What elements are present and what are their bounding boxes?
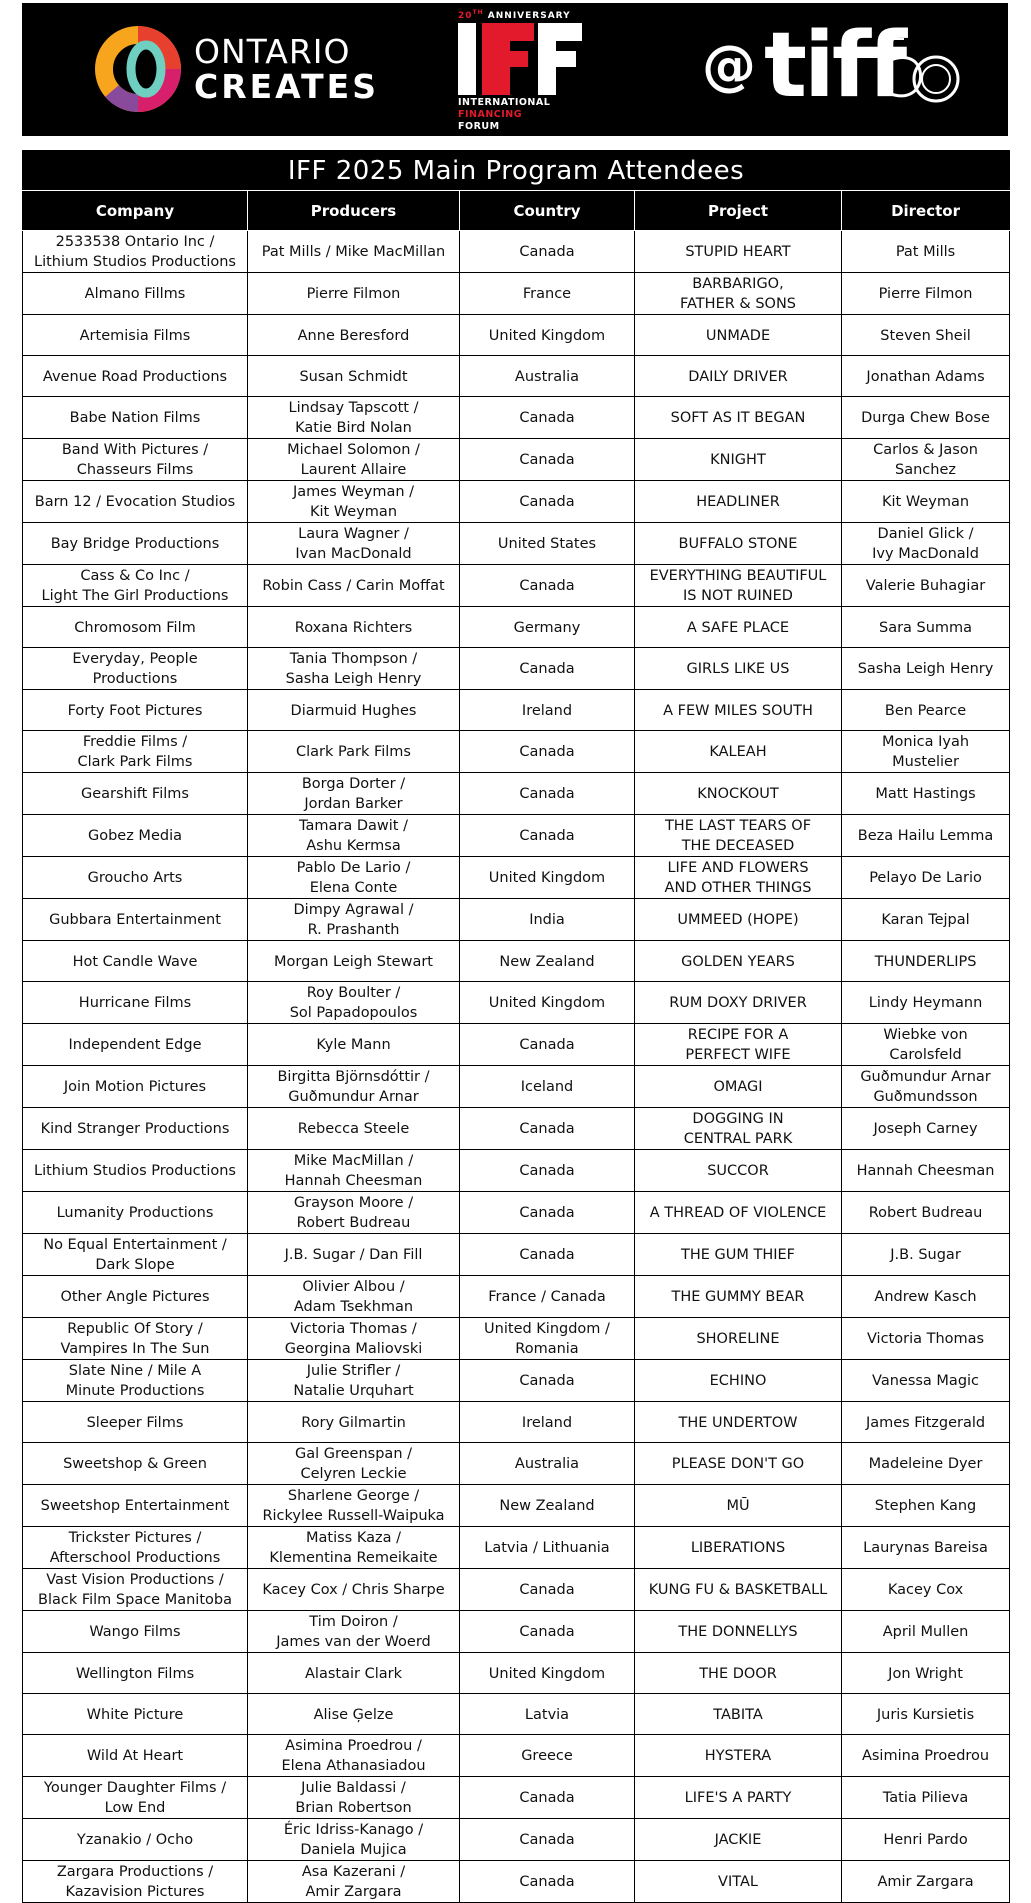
cell-company: Band With Pictures / Chasseurs Films — [23, 439, 248, 481]
cell-project: UNMADE — [635, 315, 842, 356]
iff-letters-icon — [458, 23, 584, 95]
cell-project: A SAFE PLACE — [635, 607, 842, 648]
cell-project: LIBERATIONS — [635, 1527, 842, 1569]
cell-country: New Zealand — [460, 941, 635, 982]
column-header-project: Project — [635, 191, 842, 231]
cell-director: Wiebke von Carolsfeld — [842, 1024, 1010, 1066]
table-row — [23, 1402, 1010, 1443]
cell-country: Canada — [460, 1192, 635, 1234]
cell-country: Latvia — [460, 1694, 635, 1735]
cell-country: United Kingdom — [460, 982, 635, 1024]
table-row — [23, 1861, 1010, 1903]
table-row — [23, 231, 1010, 273]
table-row — [23, 565, 1010, 607]
cell-company: Babe Nation Films — [23, 397, 248, 439]
cell-country: Australia — [460, 356, 635, 397]
cell-company: Artemisia Films — [23, 315, 248, 356]
cell-project: EVERYTHING BEAUTIFUL IS NOT RUINED — [635, 565, 842, 607]
cell-project: UMMEED (HOPE) — [635, 899, 842, 941]
cell-producers: Diarmuid Hughes — [248, 690, 460, 731]
cell-director: J.B. Sugar — [842, 1234, 1010, 1276]
cell-country: Canada — [460, 1150, 635, 1192]
tiff-logo — [678, 13, 978, 121]
cell-company: Hurricane Films — [23, 982, 248, 1024]
cell-director: Beza Hailu Lemma — [842, 815, 1010, 857]
cell-project: OMAGI — [635, 1066, 842, 1108]
cell-producers: Roxana Richters — [248, 607, 460, 648]
cell-producers: Asa Kazerani / Amir Zargara — [248, 1861, 460, 1903]
table-row — [23, 982, 1010, 1024]
cell-company: Kind Stranger Productions — [23, 1108, 248, 1150]
cell-director: Jon Wright — [842, 1653, 1010, 1694]
cell-country: United Kingdom — [460, 857, 635, 899]
cell-country: United Kingdom — [460, 1653, 635, 1694]
cell-company: Avenue Road Productions — [23, 356, 248, 397]
cell-country: Canada — [460, 1024, 635, 1066]
cell-project: THE UNDERTOW — [635, 1402, 842, 1443]
cell-director: Vanessa Magic — [842, 1360, 1010, 1402]
tiff-at-sign: @ — [702, 34, 756, 97]
cell-director: Matt Hastings — [842, 773, 1010, 815]
cell-director: Monica Iyah Mustelier — [842, 731, 1010, 773]
cell-country: Ireland — [460, 690, 635, 731]
cell-producers: Tania Thompson / Sasha Leigh Henry — [248, 648, 460, 690]
table-row — [23, 1234, 1010, 1276]
iff-anniversary-suffix: TH — [472, 9, 484, 16]
cell-director: Guðmundur Arnar Guðmundsson — [842, 1066, 1010, 1108]
table-row — [23, 1527, 1010, 1569]
cell-director: Asimina Proedrou — [842, 1735, 1010, 1777]
cell-company: Sweetshop Entertainment — [23, 1485, 248, 1527]
cell-country: Germany — [460, 607, 635, 648]
cell-project: DAILY DRIVER — [635, 356, 842, 397]
cell-project: BUFFALO STONE — [635, 523, 842, 565]
cell-producers: Pierre Filmon — [248, 273, 460, 315]
cell-country: Canada — [460, 815, 635, 857]
header-row — [23, 191, 1010, 231]
cell-country: Canada — [460, 565, 635, 607]
cell-project: THE DONNELLYS — [635, 1611, 842, 1653]
cell-director: THUNDERLIPS — [842, 941, 1010, 982]
cell-company: Vast Vision Productions / Black Film Space Manitoba — [23, 1569, 248, 1611]
cell-project: A FEW MILES SOUTH — [635, 690, 842, 731]
cell-director: Andrew Kasch — [842, 1276, 1010, 1318]
table-row — [23, 1276, 1010, 1318]
cell-producers: Birgitta Björnsdóttir / Guðmundur Arnar — [248, 1066, 460, 1108]
cell-country: Canada — [460, 648, 635, 690]
cell-company: Gearshift Films — [23, 773, 248, 815]
cell-producers: Kacey Cox / Chris Sharpe — [248, 1569, 460, 1611]
cell-company: Almano Fillms — [23, 273, 248, 315]
cell-project: TABITA — [635, 1694, 842, 1735]
table-row — [23, 1192, 1010, 1234]
cell-country: Iceland — [460, 1066, 635, 1108]
cell-project: THE LAST TEARS OF THE DECEASED — [635, 815, 842, 857]
cell-director: Pelayo De Lario — [842, 857, 1010, 899]
cell-company: Gubbara Entertainment — [23, 899, 248, 941]
cell-producers: Rory Gilmartin — [248, 1402, 460, 1443]
cell-project: LIFE AND FLOWERS AND OTHER THINGS — [635, 857, 842, 899]
table-row — [23, 1653, 1010, 1694]
cell-director: Daniel Glick / Ivy MacDonald — [842, 523, 1010, 565]
cell-country: Canada — [460, 231, 635, 273]
cell-country: Canada — [460, 1861, 635, 1903]
cell-director: Madeleine Dyer — [842, 1443, 1010, 1485]
cell-director: Joseph Carney — [842, 1108, 1010, 1150]
table-row — [23, 315, 1010, 356]
cell-country: Canada — [460, 1777, 635, 1819]
cell-country: Canada — [460, 1819, 635, 1861]
cell-company: White Picture — [23, 1694, 248, 1735]
cell-company: Wango Films — [23, 1611, 248, 1653]
cell-producers: J.B. Sugar / Dan Fill — [248, 1234, 460, 1276]
cell-country: Canada — [460, 773, 635, 815]
cell-producers: Kyle Mann — [248, 1024, 460, 1066]
cell-director: Kacey Cox — [842, 1569, 1010, 1611]
ontario-creates-line2: CREATES — [194, 67, 379, 106]
cell-project: KALEAH — [635, 731, 842, 773]
cell-country: France / Canada — [460, 1276, 635, 1318]
cell-director: Durga Chew Bose — [842, 397, 1010, 439]
column-header-country: Country — [460, 191, 635, 231]
cell-country: New Zealand — [460, 1485, 635, 1527]
table-row — [23, 1485, 1010, 1527]
attendees-table — [22, 150, 1010, 1903]
cell-company: Younger Daughter Films / Low End — [23, 1777, 248, 1819]
cell-producers: Éric Idriss-Kanago / Daniela Mujica — [248, 1819, 460, 1861]
cell-country: Canada — [460, 731, 635, 773]
column-header-company: Company — [23, 191, 248, 231]
table-row — [23, 1318, 1010, 1360]
table-row — [23, 857, 1010, 899]
table-row — [23, 273, 1010, 315]
cell-company: Cass & Co Inc / Light The Girl Productions — [23, 565, 248, 607]
cell-director: April Mullen — [842, 1611, 1010, 1653]
cell-producers: James Weyman / Kit Weyman — [248, 481, 460, 523]
cell-producers: Alise Ģelze — [248, 1694, 460, 1735]
cell-director: Ben Pearce — [842, 690, 1010, 731]
cell-company: Yzanakio / Ocho — [23, 1819, 248, 1861]
iff-anniversary — [458, 9, 571, 21]
cell-company: Sleeper Films — [23, 1402, 248, 1443]
iff-caption-line2: FINANCING — [458, 109, 523, 120]
cell-project: MŪ — [635, 1485, 842, 1527]
cell-company: Wild At Heart — [23, 1735, 248, 1777]
table-row — [23, 1024, 1010, 1066]
cell-producers: Sharlene George / Rickylee Russell-Waipuka — [248, 1485, 460, 1527]
cell-producers: Pat Mills / Mike MacMillan — [248, 231, 460, 273]
cell-director: Pierre Filmon — [842, 273, 1010, 315]
cell-director: Jonathan Adams — [842, 356, 1010, 397]
cell-project: THE DOOR — [635, 1653, 842, 1694]
table-row — [23, 1611, 1010, 1653]
cell-company: Other Angle Pictures — [23, 1276, 248, 1318]
cell-producers: Grayson Moore / Robert Budreau — [248, 1192, 460, 1234]
table-row — [23, 1819, 1010, 1861]
ontario-creates-ring-icon — [94, 25, 182, 113]
cell-company: Trickster Pictures / Afterschool Productions — [23, 1527, 248, 1569]
cell-project: KNIGHT — [635, 439, 842, 481]
cell-company: Join Motion Pictures — [23, 1066, 248, 1108]
cell-company: Lithium Studios Productions — [23, 1150, 248, 1192]
table-row — [23, 941, 1010, 982]
cell-country: India — [460, 899, 635, 941]
table-row — [23, 397, 1010, 439]
cell-country: United Kingdom / Romania — [460, 1318, 635, 1360]
cell-director: Lindy Heymann — [842, 982, 1010, 1024]
cell-country: United Kingdom — [460, 315, 635, 356]
cell-project: KNOCKOUT — [635, 773, 842, 815]
cell-company: No Equal Entertainment / Dark Slope — [23, 1234, 248, 1276]
iff-caption-line1: INTERNATIONAL — [458, 97, 551, 108]
header-banner — [22, 3, 1008, 136]
cell-director: Henri Pardo — [842, 1819, 1010, 1861]
cell-producers: Mike MacMillan / Hannah Cheesman — [248, 1150, 460, 1192]
cell-producers: Tamara Dawit / Ashu Kermsa — [248, 815, 460, 857]
cell-producers: Clark Park Films — [248, 731, 460, 773]
cell-project: RECIPE FOR A PERFECT WIFE — [635, 1024, 842, 1066]
cell-project: ECHINO — [635, 1360, 842, 1402]
iff-anniversary-word: ANNIVERSARY — [487, 11, 571, 21]
cell-project: PLEASE DON'T GO — [635, 1443, 842, 1485]
table-row — [23, 1443, 1010, 1485]
cell-producers: Gal Greenspan / Celyren Leckie — [248, 1443, 460, 1485]
table-row — [23, 1777, 1010, 1819]
cell-project: GOLDEN YEARS — [635, 941, 842, 982]
cell-director: Sara Summa — [842, 607, 1010, 648]
cell-director: Steven Sheil — [842, 315, 1010, 356]
cell-director: Stephen Kang — [842, 1485, 1010, 1527]
column-header-producers: Producers — [248, 191, 460, 231]
cell-producers: Dimpy Agrawal / R. Prashanth — [248, 899, 460, 941]
table-row — [23, 1569, 1010, 1611]
cell-producers: Anne Beresford — [248, 315, 460, 356]
cell-company: Slate Nine / Mile A Minute Productions — [23, 1360, 248, 1402]
cell-director: Robert Budreau — [842, 1192, 1010, 1234]
cell-project: HYSTERA — [635, 1735, 842, 1777]
iff-anniversary-number: 20 — [458, 11, 473, 21]
table-title: IFF 2025 Main Program Attendees — [23, 151, 1010, 191]
cell-project: RUM DOXY DRIVER — [635, 982, 842, 1024]
cell-country: Canada — [460, 1234, 635, 1276]
cell-country: Canada — [460, 1569, 635, 1611]
cell-country: Canada — [460, 481, 635, 523]
table-row — [23, 356, 1010, 397]
cell-company: Wellington Films — [23, 1653, 248, 1694]
cell-company: Independent Edge — [23, 1024, 248, 1066]
cell-company: Republic Of Story / Vampires In The Sun — [23, 1318, 248, 1360]
table-row — [23, 731, 1010, 773]
cell-company: Hot Candle Wave — [23, 941, 248, 982]
cell-project: A THREAD OF VIOLENCE — [635, 1192, 842, 1234]
cell-producers: Roy Boulter / Sol Papadopoulos — [248, 982, 460, 1024]
cell-country: Canada — [460, 1611, 635, 1653]
cell-director: James Fitzgerald — [842, 1402, 1010, 1443]
cell-director: Karan Tejpal — [842, 899, 1010, 941]
cell-country: Greece — [460, 1735, 635, 1777]
table-row — [23, 899, 1010, 941]
table-row — [23, 1735, 1010, 1777]
cell-project: STUPID HEART — [635, 231, 842, 273]
cell-project: SUCCOR — [635, 1150, 842, 1192]
cell-country: Australia — [460, 1443, 635, 1485]
cell-producers: Victoria Thomas / Georgina Maliovski — [248, 1318, 460, 1360]
cell-producers: Rebecca Steele — [248, 1108, 460, 1150]
cell-director: Juris Kursietis — [842, 1694, 1010, 1735]
cell-project: SOFT AS IT BEGAN — [635, 397, 842, 439]
table-row — [23, 773, 1010, 815]
cell-director: Carlos & Jason Sanchez — [842, 439, 1010, 481]
table-row — [23, 648, 1010, 690]
cell-producers: Julie Strifler / Natalie Urquhart — [248, 1360, 460, 1402]
cell-producers: Robin Cass / Carin Moffat — [248, 565, 460, 607]
cell-company: Chromosom Film — [23, 607, 248, 648]
cell-project: HEADLINER — [635, 481, 842, 523]
cell-producers: Julie Baldassi / Brian Robertson — [248, 1777, 460, 1819]
iff-caption — [458, 97, 550, 133]
cell-company: 2533538 Ontario Inc / Lithium Studios Productions — [23, 231, 248, 273]
cell-project: THE GUMMY BEAR — [635, 1276, 842, 1318]
cell-director: Kit Weyman — [842, 481, 1010, 523]
cell-company: Sweetshop & Green — [23, 1443, 248, 1485]
cell-project: GIRLS LIKE US — [635, 648, 842, 690]
ontario-creates-logo — [94, 25, 394, 117]
column-header-director: Director — [842, 191, 1010, 231]
table-body — [23, 231, 1010, 1903]
cell-producers: Borga Dorter / Jordan Barker — [248, 773, 460, 815]
cell-project: DOGGING IN CENTRAL PARK — [635, 1108, 842, 1150]
table-row — [23, 607, 1010, 648]
cell-country: Canada — [460, 1360, 635, 1402]
cell-country: France — [460, 273, 635, 315]
cell-company: Gobez Media — [23, 815, 248, 857]
cell-company: Lumanity Productions — [23, 1192, 248, 1234]
cell-producers: Lindsay Tapscott / Katie Bird Nolan — [248, 397, 460, 439]
cell-project: JACKIE — [635, 1819, 842, 1861]
cell-producers: Tim Doiron / James van der Woerd — [248, 1611, 460, 1653]
cell-director: Valerie Buhagiar — [842, 565, 1010, 607]
table-row — [23, 1360, 1010, 1402]
table-row — [23, 1150, 1010, 1192]
cell-director: Pat Mills — [842, 231, 1010, 273]
cell-producers: Matiss Kaza / Klementina Remeikaite — [248, 1527, 460, 1569]
table-row — [23, 1108, 1010, 1150]
cell-company: Forty Foot Pictures — [23, 690, 248, 731]
table-row — [23, 481, 1010, 523]
cell-project: LIFE'S A PARTY — [635, 1777, 842, 1819]
cell-country: Ireland — [460, 1402, 635, 1443]
cell-producers: Michael Solomon / Laurent Allaire — [248, 439, 460, 481]
ontario-creates-line1: ONTARIO — [194, 32, 351, 71]
cell-producers: Susan Schmidt — [248, 356, 460, 397]
iff-caption-line3: FORUM — [458, 121, 500, 132]
cell-director: Laurynas Bareisa — [842, 1527, 1010, 1569]
table-row — [23, 1066, 1010, 1108]
cell-company: Groucho Arts — [23, 857, 248, 899]
cell-company: Barn 12 / Evocation Studios — [23, 481, 248, 523]
cell-producers: Alastair Clark — [248, 1653, 460, 1694]
cell-country: United States — [460, 523, 635, 565]
cell-director: Sasha Leigh Henry — [842, 648, 1010, 690]
cell-project: THE GUM THIEF — [635, 1234, 842, 1276]
table-row — [23, 523, 1010, 565]
cell-producers: Morgan Leigh Stewart — [248, 941, 460, 982]
cell-producers: Asimina Proedrou / Elena Athanasiadou — [248, 1735, 460, 1777]
cell-country: Canada — [460, 439, 635, 481]
cell-producers: Pablo De Lario / Elena Conte — [248, 857, 460, 899]
tiff-wordmark: tiff — [764, 13, 905, 118]
cell-country: Canada — [460, 397, 635, 439]
cell-project: KUNG FU & BASKETBALL — [635, 1569, 842, 1611]
cell-producers: Olivier Albou / Adam Tsekhman — [248, 1276, 460, 1318]
cell-company: Everyday, People Productions — [23, 648, 248, 690]
cell-project: BARBARIGO, FATHER & SONS — [635, 273, 842, 315]
cell-country: Canada — [460, 1108, 635, 1150]
cell-director: Victoria Thomas — [842, 1318, 1010, 1360]
cell-director: Hannah Cheesman — [842, 1150, 1010, 1192]
cell-company: Freddie Films / Clark Park Films — [23, 731, 248, 773]
cell-director: Tatia Pilieva — [842, 1777, 1010, 1819]
table-row — [23, 1694, 1010, 1735]
cell-producers: Laura Wagner / Ivan MacDonald — [248, 523, 460, 565]
iff-logo — [458, 9, 598, 133]
table-row — [23, 439, 1010, 481]
table-row — [23, 690, 1010, 731]
cell-country: Latvia / Lithuania — [460, 1527, 635, 1569]
cell-director: Amir Zargara — [842, 1861, 1010, 1903]
cell-project: VITAL — [635, 1861, 842, 1903]
cell-company: Zargara Productions / Kazavision Pictures — [23, 1861, 248, 1903]
cell-project: SHORELINE — [635, 1318, 842, 1360]
tiff-50-icon — [878, 27, 962, 117]
cell-company: Bay Bridge Productions — [23, 523, 248, 565]
table-row — [23, 815, 1010, 857]
